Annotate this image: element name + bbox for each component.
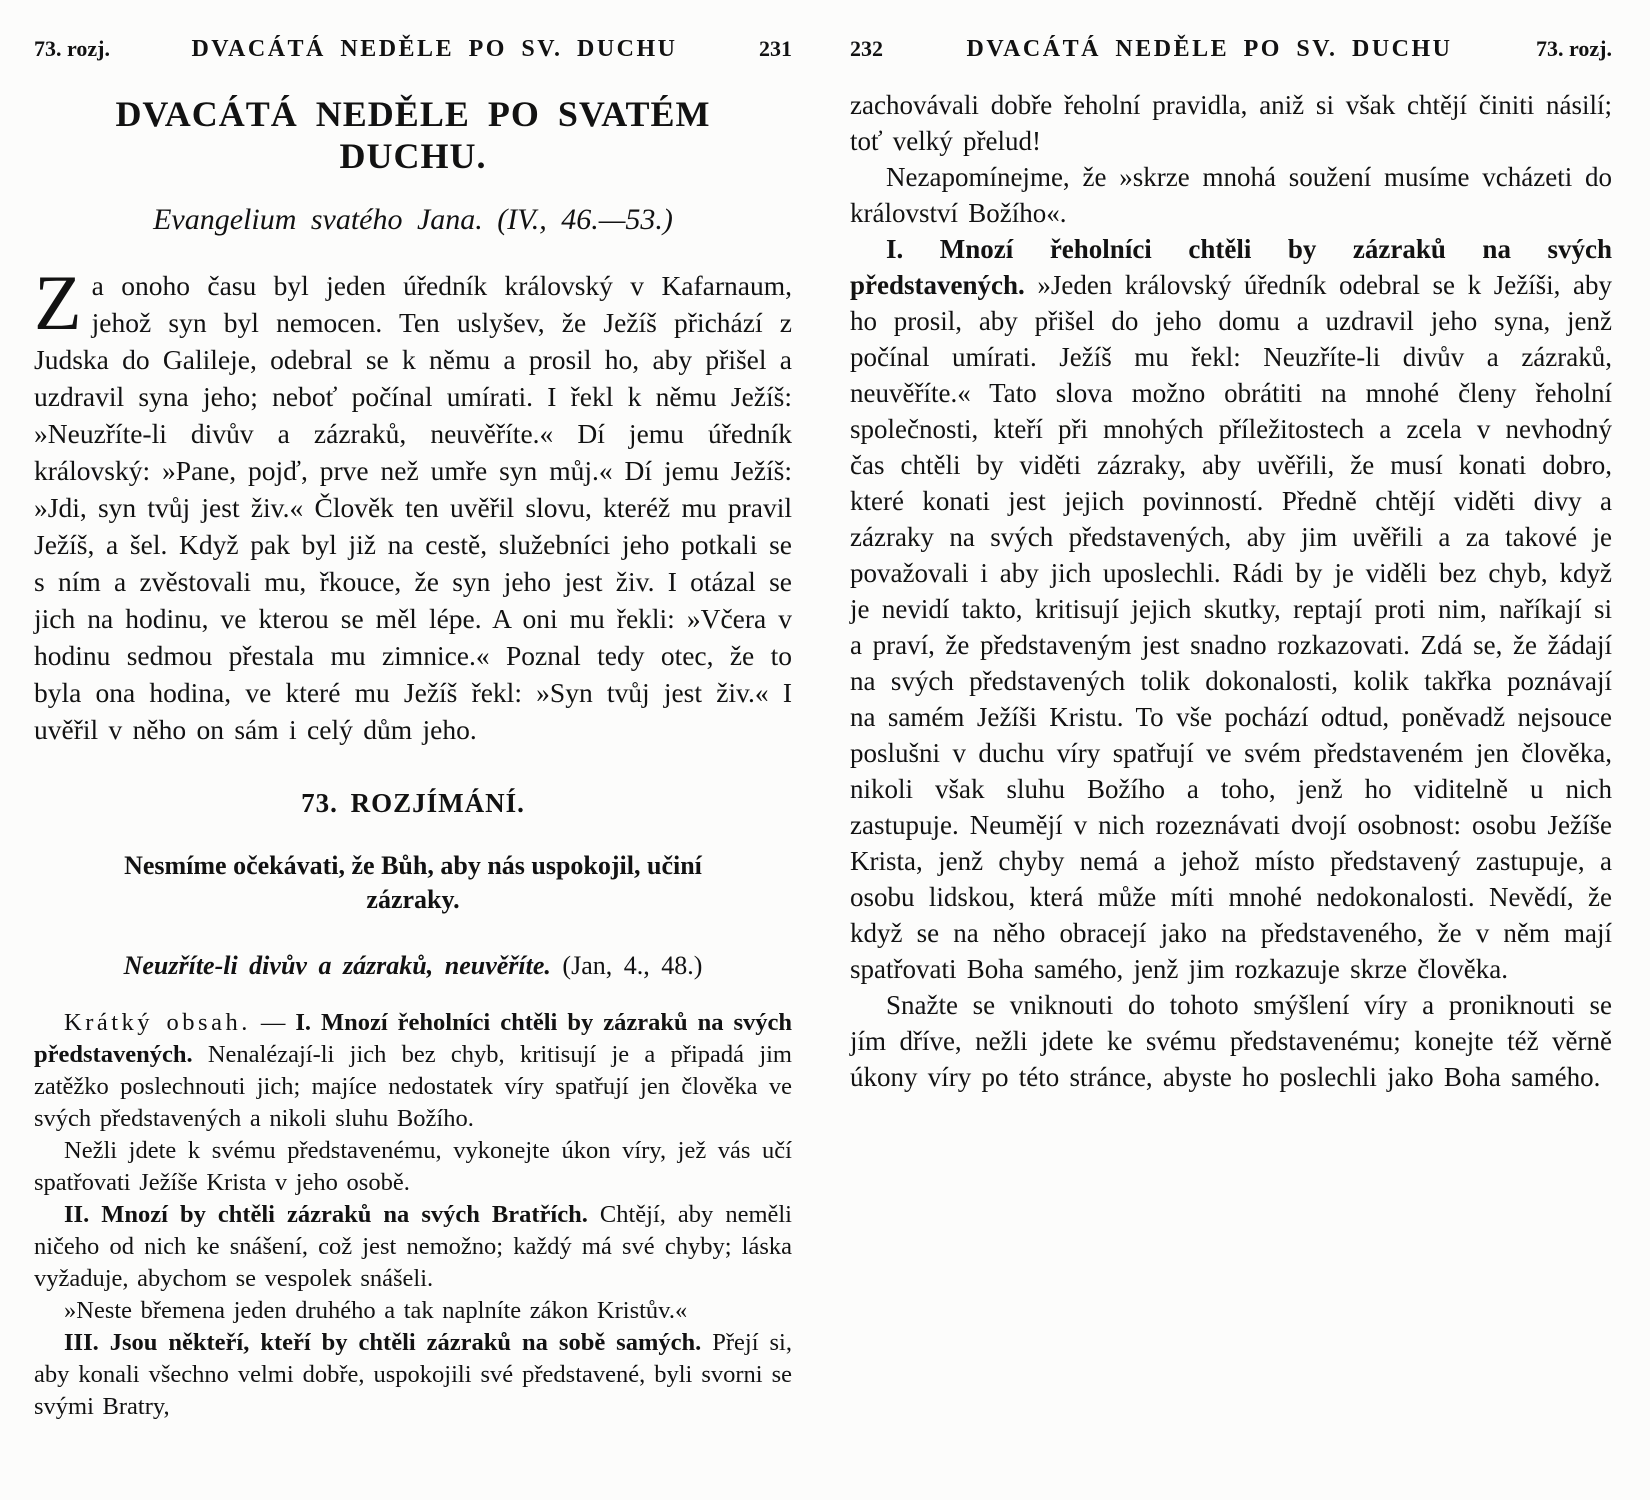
summary-point-2-heading: II. Mnozí by chtěli zázraků na svých Bratřích.	[64, 1201, 588, 1228]
page-231	[34, 0, 792, 1423]
summary-point-3	[34, 1327, 792, 1423]
summary-point-1	[34, 1007, 792, 1135]
summary-point-1-heading: I. Mnozí řeholníci chtěli by zázraků na svých představených.	[34, 1009, 792, 1068]
running-title: DVACÁTÁ NEDĚLE PO SV. DUCHU	[966, 36, 1453, 62]
summary-advice: Nežli jdete k svému představenému, vykonejte úkon víry, jež vás učí spatřovati Ježíše Krista v jeho osobě.	[34, 1137, 792, 1196]
gospel-paragraph	[34, 259, 792, 748]
page-number: 232	[850, 36, 883, 61]
running-head-left	[34, 36, 792, 63]
chapter-title: DVACÁTÁ NEDĚLE PO SVATÉM DUCHU.	[115, 94, 711, 176]
gospel-reference: Evangelium svatého Jana. (IV., 46.—53.)	[153, 203, 673, 236]
running-title: DVACÁTÁ NEDĚLE PO SV. DUCHU	[191, 36, 678, 62]
meditation-body	[850, 87, 1612, 1095]
summary-quote: »Neste břemena jeden druhého a tak naplníte zákon Kristův.«	[64, 1297, 688, 1324]
gospel-body: a onoho času byl jeden úředník královský v Kafarnaum, jehož syn byl nemocen. Ten uslyšev, že Ježíš přichází z Judska do Galileje, odebral se k němu a prosil ho, aby přišel a uzdravil syna jeho; neboť počínal umírati. I řekl k němu Ježíš: »Neuzříte-li divův a zázraků, neuvěříte.« Dí jemu úředník královský: »Pane, pojď, prve než umře syn můj.« Dí jemu Ježíš: »Jdi, syn tvůj jest živ.« Člověk ten uvěřil slovu, kteréž mu pravil Ježíš, a šel. Když pak byl již na cestě, služebníci jeho potkali se s ním a zvěstovali mu, řkouce, že syn jeho jest živ. I otázal se jich na hodinu, ve kterou se měl lépe. A oni mu řekli: »Včera v hodinu sedmou přestala mu zimnice.« Poznal tedy otec, že to byla ona hodina, ve které mu Ježíš řekl: »Syn tvůj jest živ.« I uvěřil v něho on sám i celý dům jeho.	[34, 270, 792, 745]
meditation-ref: 73. rozj.	[34, 36, 110, 61]
meditation-ref: 73. rozj.	[1536, 36, 1612, 61]
meditation-theme: Nesmíme očekávati, že Bůh, aby nás uspokojil, učiní zázraky.	[124, 851, 702, 914]
summary-point-1-text: Nenalézají-li jich bez chyb, kritisují je a připadá jim zatěžko poslechnouti jich; majíce nedostatek víry spatřují jen člověka ve svých představených a nikoli sluhu Božího.	[34, 1041, 792, 1132]
verse-ref: (Jan, 4., 48.)	[550, 951, 703, 980]
quote-paragraph: Nezapomínejme, že »skrze mnohá soužení musíme vcházeti do království Božího«.	[850, 162, 1612, 228]
running-head-right	[850, 36, 1612, 63]
section-1-paragraph	[850, 231, 1612, 987]
summary-point-3-heading: III. Jsou někteří, kteří by chtěli zázraků na sobě samých.	[64, 1329, 702, 1356]
page-232	[850, 0, 1612, 1095]
continuation-paragraph: zachovávali dobře řeholní pravidla, aniž si však chtějí činiti násilí; toť velký přelud!	[850, 90, 1612, 156]
summary-point-3-text: Přejí si, aby konali všechno velmi dobře, uspokojili své představené, byli svorni se svými Bratry,	[34, 1329, 792, 1420]
summary-point-2-text: Chtějí, aby neměli ničeho od nich ke snášení, což jest nemožno; každý má své chyby; láska vyžaduje, abychom se vespolek snášeli.	[34, 1201, 792, 1292]
summary-lead: Krátký obsah.	[64, 1009, 251, 1036]
gospel-text	[34, 259, 792, 748]
summary-point-2	[34, 1199, 792, 1295]
verse-text: Neuzříte-li divův a zázraků, neuvěříte.	[123, 951, 551, 980]
scripture-verse	[34, 951, 792, 981]
closing-paragraph: Snažte se vniknouti do tohoto smýšlení víry a proniknouti se jím dříve, nežli jdete ke svému představenému; konejte též věrně úkony víry po této stránce, abyste ho poslechli jako Boha samého.	[850, 990, 1612, 1092]
summary-separator: —	[250, 1009, 296, 1036]
page-number: 231	[758, 36, 792, 61]
meditation-number: 73. ROZJÍMÁNÍ.	[301, 788, 525, 818]
short-summary	[34, 1007, 792, 1423]
dropcap-letter: Z	[34, 259, 82, 346]
section-1-text: »Jeden královský úředník odebral se k Ježíši, aby ho prosil, aby přišel do jeho domu a uzdravil jeho syna, jenž počínal umírati. Ježíš mu řekl: Neuzříte-li divův a zázraků, neuvěříte.« Tato slova možno obrátiti na mnohé členy řeholní společnosti, kteří při mnohých příležitostech a zcela v nevhodný čas chtěli by viděti zázraky, aby uvěřili, že musí konati dobro, které konati jest jejich povinností. Předně chtějí viděti divy a zázraky na svých představených, aby jim uvěřili a za takové je považovali i aby jich uposlechli. Rádi by je viděli bez chyb, když je nevidí takto, kritisují jejich skutky, reptají proti nim, naříkají si a praví, že představeným jest snadno rozkazovati. Zdá se, že žádají na svých představených tolik dokonalosti, kolik takřka poznávají na samém Ježíši Kristu. To vše pochází odtud, poněvadž nejsouce poslušni v duchu víry spatřují ve svém představeném jen člověka, nikoli však sluhu Božího a toho, jenž ho viditelně u nich zastupuje. Neumějí v nich rozeznávati dvojí osobnost: osobu Ježíše Krista, jenž chyby nemá a jehož místo představený zastupuje, a osobu lidskou, která může míti mnohé nedokonalosti. Nevědí, že když se na něho obracejí jako na představeného, že v něm mají spatřovati Boha samého, jenž jim rozkazuje skrze člověka.	[850, 270, 1612, 984]
section-1-heading: I. Mnozí řeholníci chtěli by zázraků na svých představených.	[850, 234, 1612, 300]
